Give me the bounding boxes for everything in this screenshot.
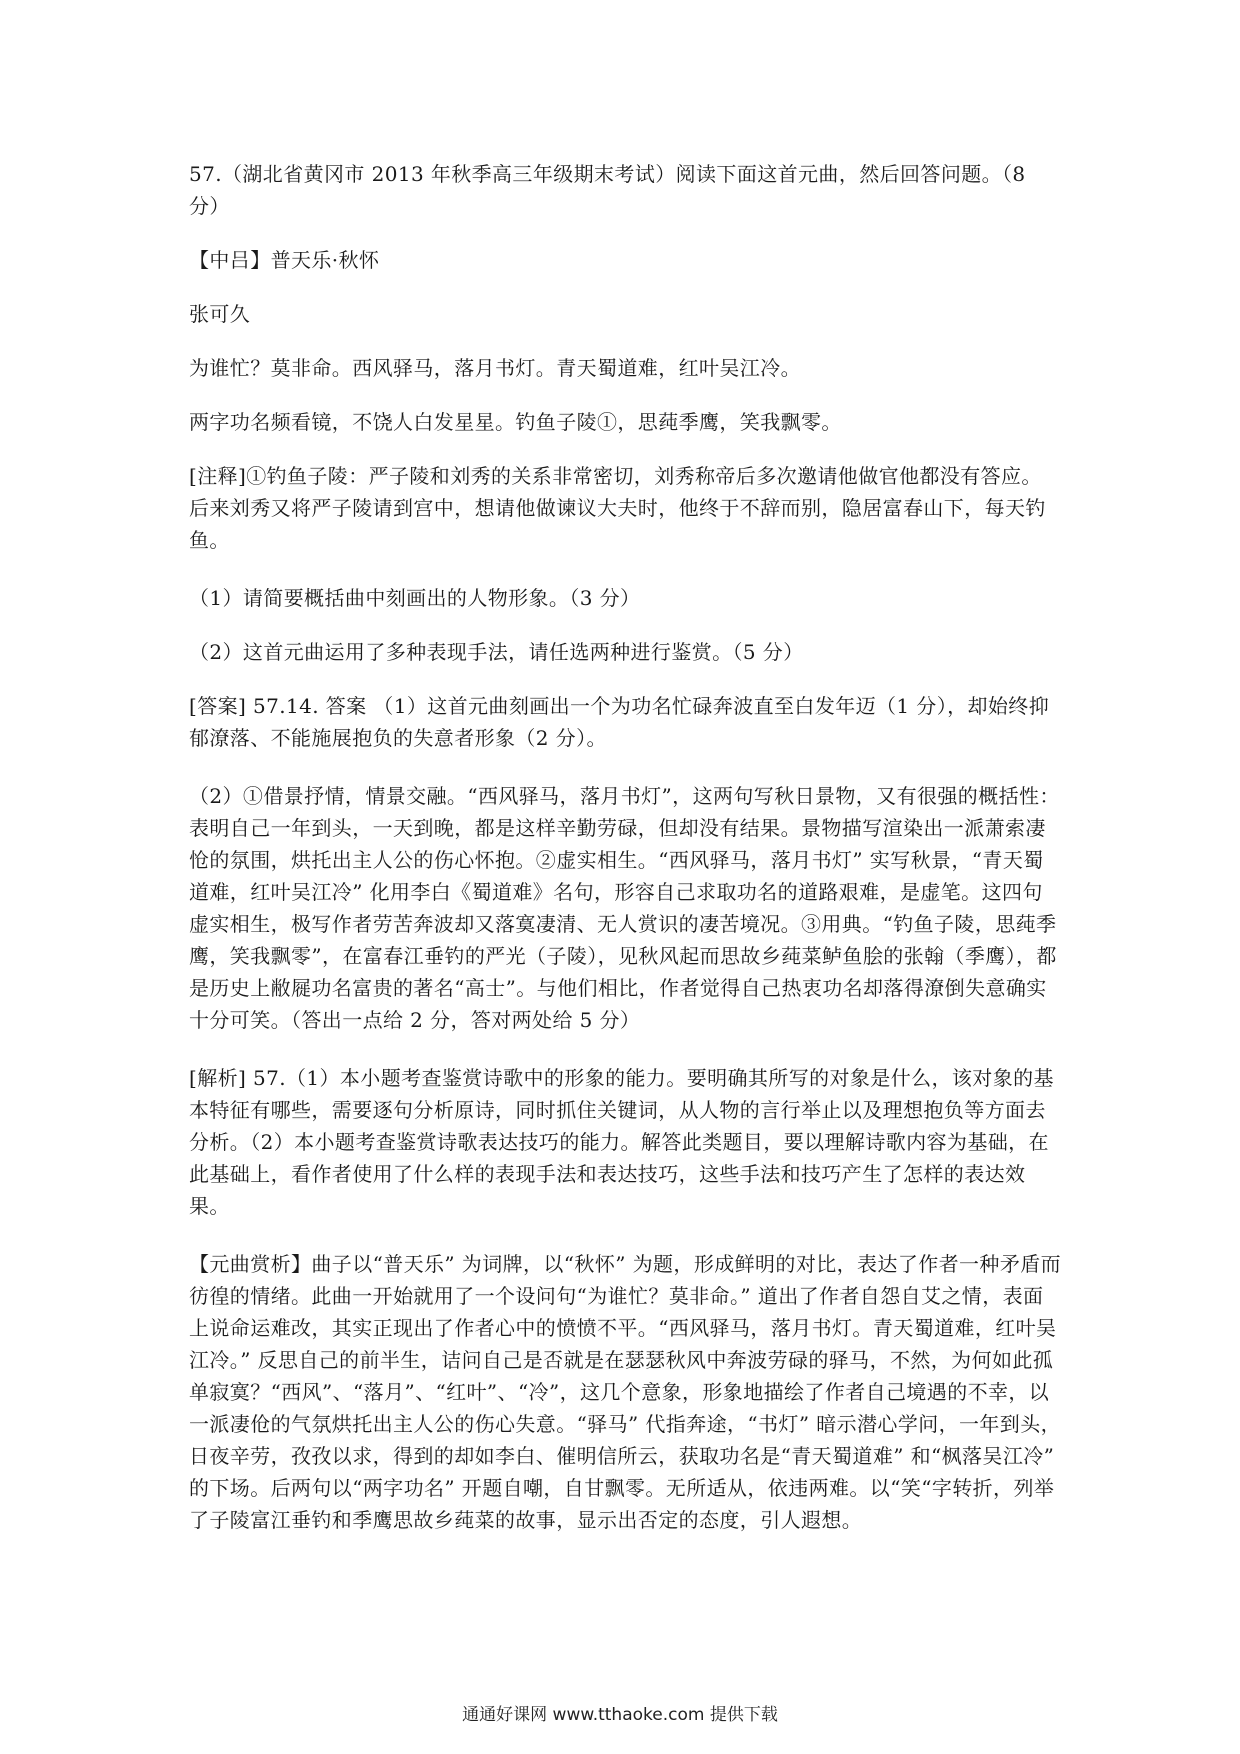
analysis-paragraph: [解析] 57.（1）本小题考查鉴赏诗歌中的形象的能力。要明确其所写的对象是什么，该对象的基本特征有哪些，需要逐句分析原诗，同时抓住关键词，从人物的言行举止以及理想抱负等方面去分析。（2）本小题考查鉴赏诗歌表达技巧的能力。解答此类题目，要以理解诗歌内容为基础，在此基础上，看作者使用了什么样的表现手法和表达技巧，这些手法和技巧产生了怎样的表达效果。	[189, 1066, 1054, 1218]
sub-question-1: （1）请简要概括曲中刻画出的人物形象。（3 分）	[189, 586, 641, 610]
annotation-note: [注释]①钓鱼子陵：严子陵和刘秀的关系非常密切，刘秀称帝后多次邀请他做官他都没有答应。后来刘秀又将严子陵请到宫中，想请他做谏议大夫时，他终于不辞而别，隐居富春山下，每天钓鱼。	[189, 464, 1046, 552]
question-header: 57.（湖北省黄冈市 2013 年秋季高三年级期末考试）阅读下面这首元曲，然后回答问题。（8 分）	[189, 162, 1026, 218]
poem-author: 张可久	[189, 302, 251, 326]
sub-question-2: （2）这首元曲运用了多种表现手法，请任选两种进行鉴赏。（5 分）	[189, 640, 804, 664]
poem-title: 【中吕】普天乐·秋怀	[189, 248, 380, 272]
document-body	[189, 158, 1061, 1562]
poem-line-1: 为谁忙？莫非命。西风驿马，落月书灯。青天蜀道难，红叶吴江冷。	[189, 356, 801, 380]
appreciation-paragraph: 【元曲赏析】曲子以“普天乐” 为词牌，以“秋怀” 为题，形成鲜明的对比，表达了作者一种矛盾而彷徨的情绪。此曲一开始就用了一个设问句“为谁忙？莫非命。” 道出了作者自怨自艾之情，表面上说命运难改，其实正现出了作者心中的愤愤不平。“西风驿马，落月书灯。青天蜀道难，红叶吴江冷。” 反思自己的前半生，诘问自己是否就是在瑟瑟秋风中奔波劳碌的驿马，不然，为何如此孤单寂寞？“西风”、“落月”、“红叶”、“冷”，这几个意象，形象地描绘了作者自己境遇的不幸，以一派凄伧的气氛烘托出主人公的伤心失意。“驿马” 代指奔途，“书灯” 暗示潜心学问，一年到头，日夜辛劳，孜孜以求，得到的却如李白、催明信所云，获取功名是“青天蜀道难” 和“枫落吴江冷” 的下场。后两句以“两字功名” 开题自嘲，自甘飘零。无所适从，依违两难。以“笑“字转折，列举了子陵富江垂钓和季鹰思故乡莼菜的故事，显示出否定的态度，引人遐想。	[189, 1252, 1062, 1532]
answer-part-2: （2）①借景抒情，情景交融。“西风驿马，落月书灯”，这两句写秋日景物，又有很强的概括性：表明自己一年到头，一天到晚，都是这样辛勤劳碌，但却没有结果。景物描写渲染出一派萧索凄怆的氛围，烘托出主人公的伤心怀抱。②虚实相生。“西风驿马，落月书灯” 实写秋景，“青天蜀道难，红叶吴江冷” 化用李白《蜀道难》名句，形容自己求取功名的道路艰难，是虚笔。这四句虚实相生，极写作者劳苦奔波却又落寞凄清、无人赏识的凄苦境况。③用典。“钓鱼子陵，思莼季鹰，笑我飘零”，在富春江垂钓的严光（子陵），见秋风起而思故乡莼菜鲈鱼脍的张翰（季鹰），都是历史上敝屣功名富贵的著名“高士”。与他们相比，作者觉得自己热衷功名却落得潦倒失意确实十分可笑。（答出一点给 2 分，答对两处给 5 分）	[189, 784, 1060, 1032]
answer-part-1: [答案] 57.14. 答案 （1）这首元曲刻画出一个为功名忙碌奔波直至白发年迈（1 分），却始终抑郁潦落、不能施展抱负的失意者形象（2 分）。	[189, 694, 1050, 750]
page-footer: 通通好课网 www.tthaoke.com 提供下载	[462, 1705, 778, 1725]
poem-line-2: 两字功名频看镜，不饶人白发星星。钓鱼子陵①，思莼季鹰，笑我飘零。	[189, 410, 842, 434]
